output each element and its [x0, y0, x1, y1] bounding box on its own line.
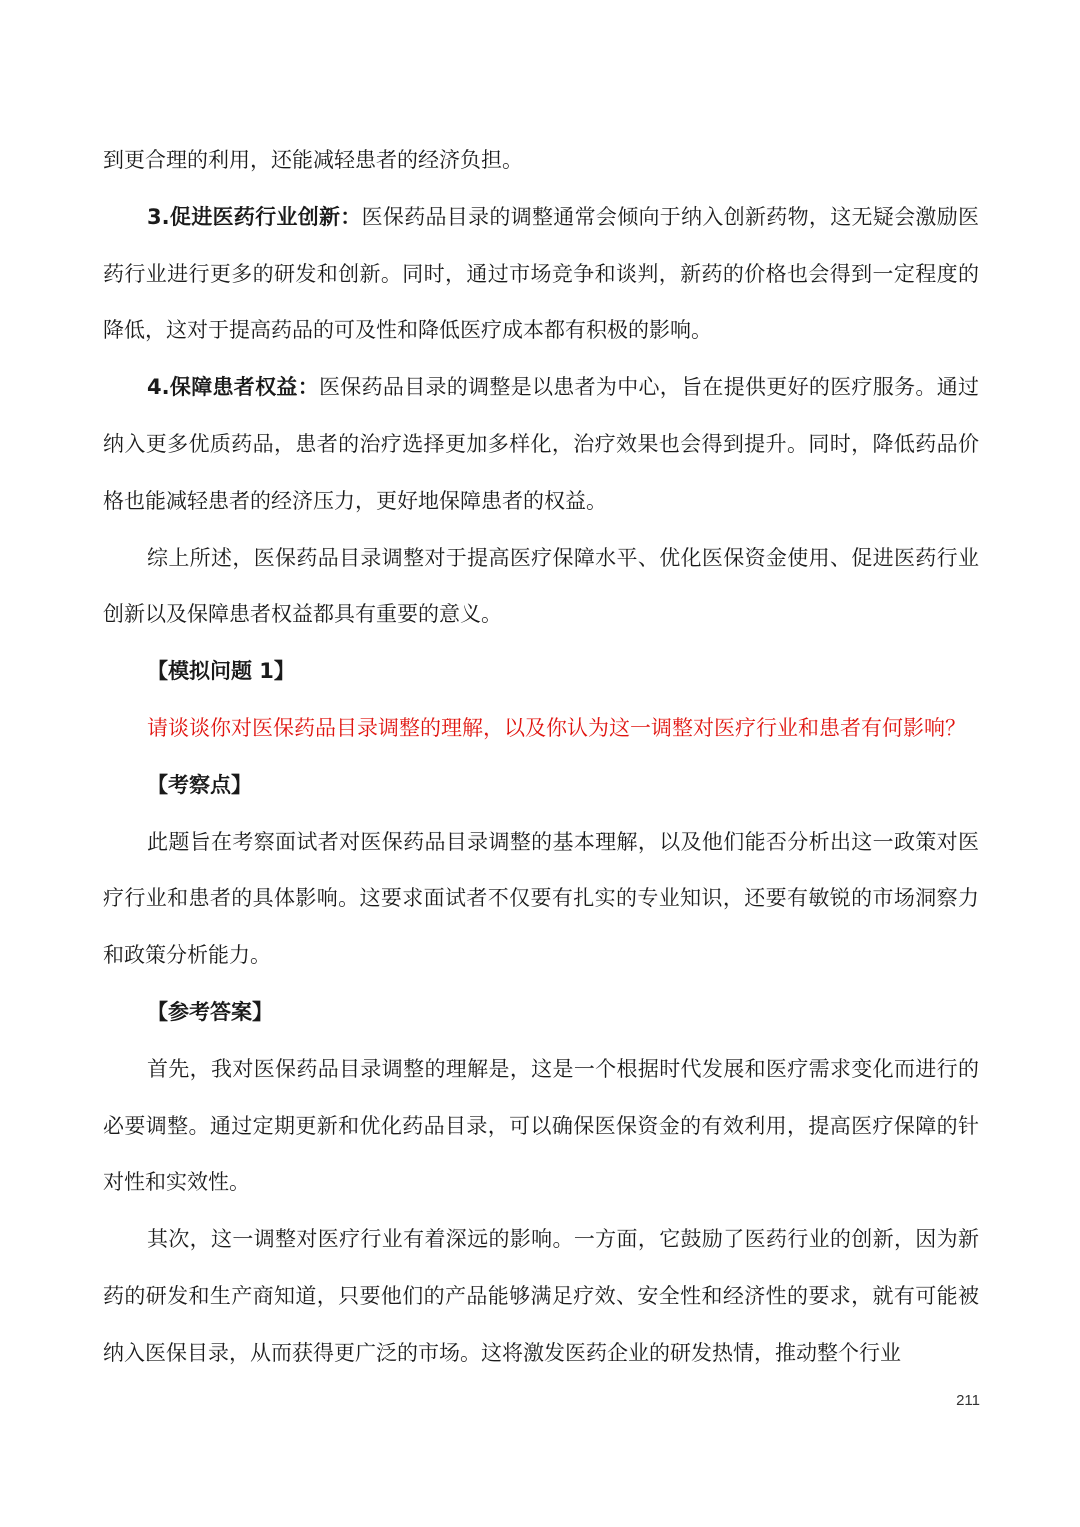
- paragraph-heading: 3.促进医药行业创新：: [147, 204, 362, 229]
- section-label-answer: 【参考答案】: [147, 999, 273, 1024]
- paragraph-patient-rights: [103, 359, 979, 529]
- paragraph-answer-second: 其次，这一调整对医疗行业有着深远的影响。一方面，它鼓励了医药行业的创新，因为新药的研发和生产商知道，只要他们的产品能够满足疗效、安全性和经济性的要求，就有可能被纳入医保目录，从而获得更广泛的市场。这将激发医药企业的研发热情，推动整个行业: [103, 1227, 979, 1365]
- paragraph-focus: 此题旨在考察面试者对医保药品目录调整的基本理解，以及他们能否分析出这一政策对医疗行业和患者的具体影响。这要求面试者不仅要有扎实的专业知识，还要有敏锐的市场洞察力和政策分析能力。: [103, 829, 979, 968]
- paragraph-heading: 4.保障患者权益：: [147, 375, 319, 400]
- page-body: [103, 132, 979, 1382]
- paragraph-continuation: 到更合理的利用，还能减轻患者的经济负担。: [103, 148, 523, 172]
- page-number: 211: [956, 1392, 980, 1409]
- paragraph-text: 医保药品目录的调整是以患者为中心，旨在提供更好的医疗服务。通过纳入更多优质药品，患者的治疗选择更加多样化，治疗效果也会得到提升。同时，降低药品价格也能减轻患者的经济压力，更好地保障患者的权益。: [103, 375, 980, 513]
- section-label-focus: 【考察点】: [147, 772, 252, 797]
- paragraph-answer-first: 首先，我对医保药品目录调整的理解是，这是一个根据时代发展和医疗需求变化而进行的必要调整。通过定期更新和优化药品目录，可以确保医保资金的有效利用，提高医疗保障的针对性和实效性。: [103, 1056, 979, 1195]
- question-text: 请谈谈你对医保药品目录调整的理解，以及你认为这一调整对医疗行业和患者有何影响？: [147, 715, 966, 740]
- paragraph-text: 医保药品目录的调整通常会倾向于纳入创新药物，这无疑会激励医药行业进行更多的研发和创新。同时，通过市场竞争和谈判，新药的价格也会得到一定程度的降低，这对于提高药品的可及性和降低医疗成本都有积极的影响。: [103, 204, 979, 343]
- paragraph-summary: 综上所述，医保药品目录调整对于提高医疗保障水平、优化医保资金使用、促进医药行业创新以及保障患者权益都具有重要的意义。: [103, 545, 979, 627]
- paragraph-innovation: [103, 189, 979, 359]
- section-label-question: 【模拟问题 1】: [147, 659, 295, 684]
